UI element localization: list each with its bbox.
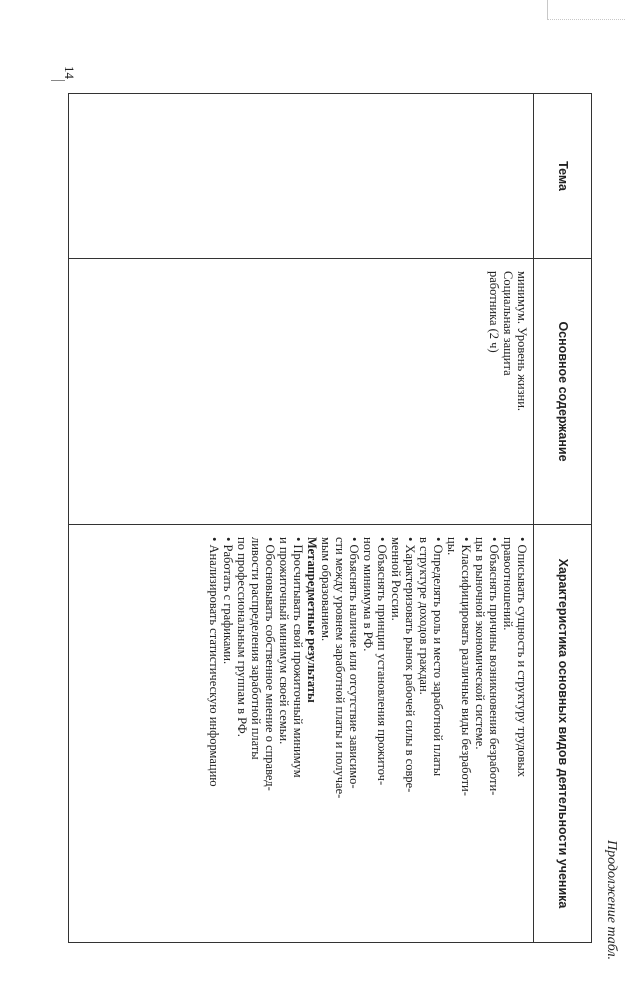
meta-line: • Анализировать статистическую информацию [207, 537, 221, 787]
page-number-rule [51, 80, 65, 81]
topic-text [529, 94, 533, 258]
meta-line: • Обосновывать собственное мнение о справед- [263, 537, 277, 791]
header-row [534, 94, 592, 943]
meta-line: • Просчитывать свой прожиточный минимум [291, 537, 305, 778]
continuation-label: Продолжение табл. [604, 840, 619, 961]
activities-text [207, 525, 533, 942]
activity-line: цы в рыночной экономической системе. [473, 537, 487, 750]
activity-line: цы. [445, 537, 459, 556]
cell-activities [69, 525, 534, 943]
meta-line: и прожиточный минимум своей семьи. [277, 537, 291, 745]
meta-line: • Работать с графиками. [221, 537, 235, 665]
activity-line: • Объяснять принцип установления прожиточ- [375, 537, 389, 786]
curriculum-table [68, 93, 592, 943]
header-topic: Тема [534, 94, 592, 259]
activity-line: в структуре доходов граждан. [417, 537, 431, 695]
meta-line: ливости распределения заработной платы [249, 537, 263, 760]
content-line: работника (2 ч) [487, 271, 501, 353]
table-row [69, 94, 534, 943]
activity-line: правоотношений. [501, 537, 515, 631]
activity-line: • Характеризовать рынок рабочей силы в совре- [403, 537, 417, 793]
meta-results-heading: Метапредметные результаты [305, 537, 319, 703]
header-activities: Характеристика основных видов деятельности ученика [534, 525, 592, 943]
activity-line: • Определять роль и место заработной платы [431, 537, 445, 777]
activity-line: • Объяснять причины возникновения безработи- [487, 537, 501, 796]
header-content: Основное содержание [534, 259, 592, 525]
activity-line: мым образованием. [319, 537, 333, 642]
activity-line: • Классифицировать различные виды безработи- [459, 537, 473, 796]
cell-content [69, 259, 534, 525]
meta-line: по профессиональным группам в РФ. [235, 537, 249, 737]
activity-line: • Описывать сущность и структуру трудовых [515, 537, 529, 778]
activity-line: ного минимума в РФ. [361, 537, 375, 652]
content-text [487, 259, 533, 524]
content-line: Социальная защита [501, 271, 515, 376]
cell-topic [69, 94, 534, 259]
activity-line: сти между уровнем заработной платы и получае- [333, 537, 347, 799]
activity-line: менной России. [389, 537, 403, 621]
activity-line: • Объяснять наличие или отсутствие зависимо- [347, 537, 361, 789]
page-number: 14 [62, 66, 77, 79]
content-line: минимум. Уровень жизни. [515, 271, 529, 412]
